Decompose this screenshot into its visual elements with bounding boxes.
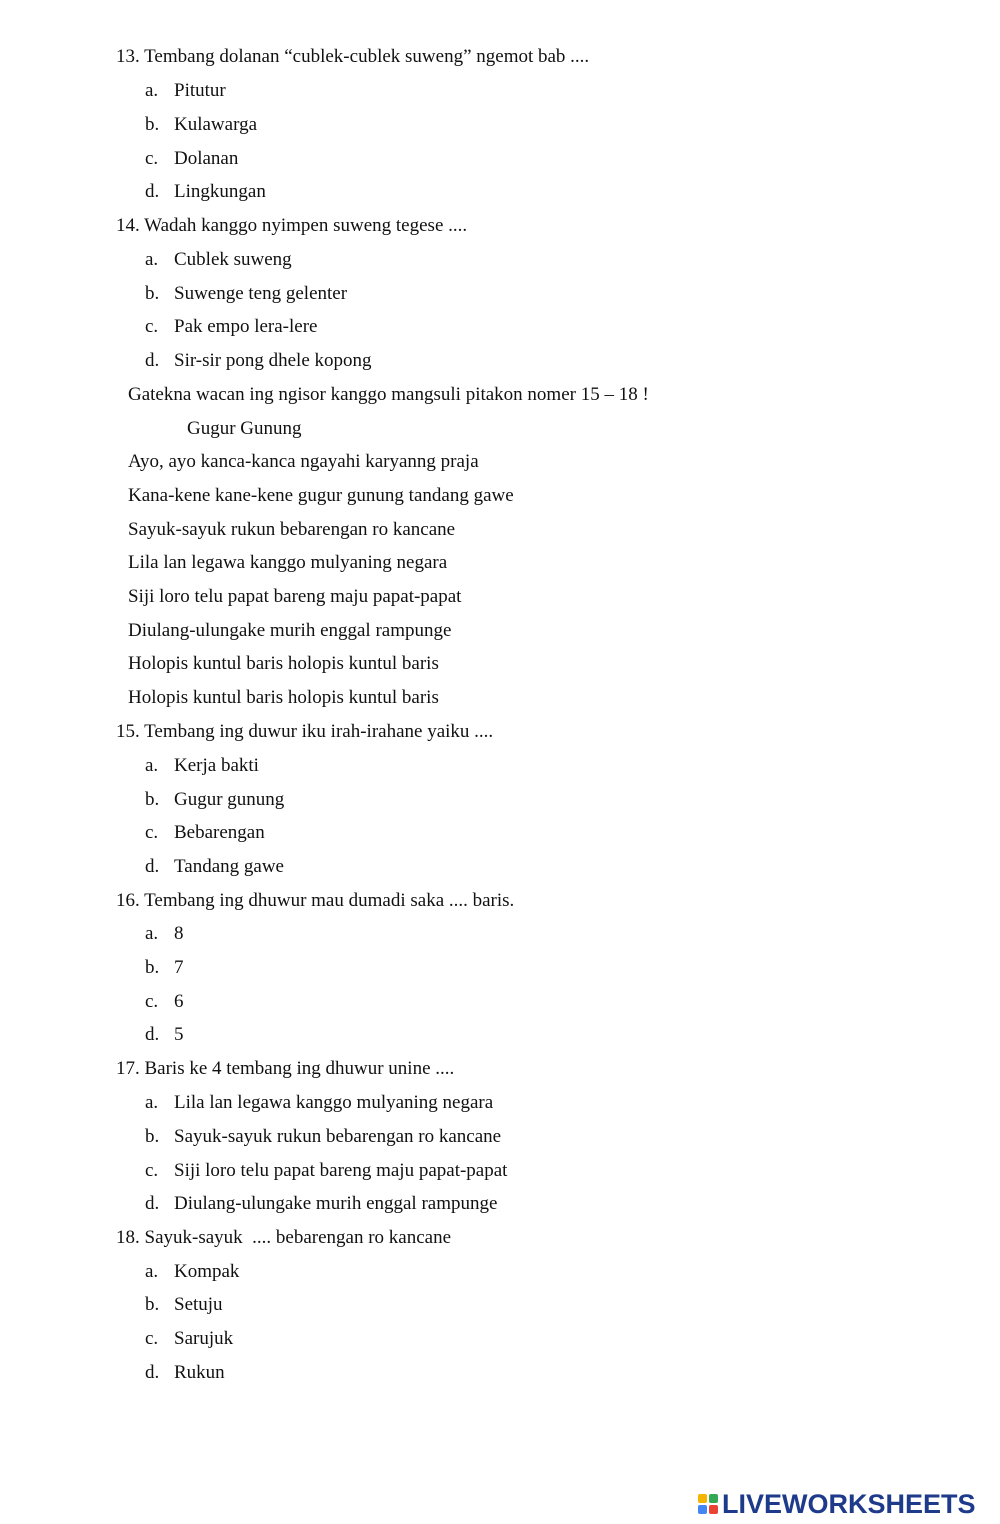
q18-option-c[interactable] (145, 1328, 233, 1350)
q15-option-a[interactable] (145, 755, 259, 777)
q14-option-d[interactable] (145, 350, 372, 372)
option-text: Dolanan (174, 148, 239, 169)
q18-option-a[interactable] (145, 1261, 239, 1283)
option-text: Rukun (174, 1362, 225, 1383)
q15-option-c[interactable] (145, 822, 265, 844)
option-letter: a. (145, 755, 159, 776)
q13-option-a[interactable] (145, 80, 226, 102)
option-letter: b. (145, 789, 160, 810)
option-text: Kulawarga (174, 114, 258, 135)
q15-option-b[interactable] (145, 789, 284, 811)
option-letter: d. (145, 350, 160, 371)
q16-option-b[interactable] (145, 957, 184, 979)
question-13: 13. Tembang dolanan “cublek-cublek suweng” ngemot bab .... (116, 46, 590, 67)
question-16: 16. Tembang ing dhuwur mau dumadi saka .... baris. (116, 890, 515, 911)
option-text: Sir-sir pong dhele kopong (174, 350, 372, 371)
q14-option-c[interactable] (145, 316, 317, 338)
option-letter: b. (145, 114, 160, 135)
passage-line: Ayo, ayo kanca-kanca ngayahi karyanng praja (128, 451, 479, 472)
q17-option-a[interactable] (145, 1092, 493, 1114)
option-letter: d. (145, 1024, 160, 1045)
option-text: Lingkungan (174, 181, 266, 202)
option-text: 8 (174, 923, 184, 944)
q13-option-b[interactable] (145, 114, 257, 136)
passage-instruction: Gatekna wacan ing ngisor kanggo mangsuli pitakon nomer 15 – 18 ! (128, 384, 649, 405)
option-text: Diulang-ulungake murih enggal rampunge (174, 1193, 498, 1214)
option-letter: c. (145, 148, 159, 169)
option-text: Lila lan legawa kanggo mulyaning negara (174, 1092, 494, 1113)
passage-line: Holopis kuntul baris holopis kuntul baris (128, 687, 439, 708)
option-text: Gugur gunung (174, 789, 285, 810)
option-letter: c. (145, 822, 159, 843)
option-letter: c. (145, 991, 159, 1012)
option-text: Kerja bakti (174, 755, 259, 776)
option-text: Kompak (174, 1261, 240, 1282)
option-text: Setuju (174, 1294, 223, 1315)
passage-line: Siji loro telu papat bareng maju papat-papat (128, 586, 462, 607)
option-letter: d. (145, 1362, 160, 1383)
q14-option-a[interactable] (145, 249, 292, 271)
passage-line: Diulang-ulungake murih enggal rampunge (128, 620, 452, 641)
passage-line: Sayuk-sayuk rukun bebarengan ro kancane (128, 519, 456, 540)
option-letter: a. (145, 1261, 159, 1282)
option-letter: b. (145, 957, 160, 978)
question-14: 14. Wadah kanggo nyimpen suweng tegese .... (116, 215, 468, 236)
option-letter: c. (145, 316, 159, 337)
option-letter: a. (145, 249, 159, 270)
option-letter: c. (145, 1328, 159, 1349)
option-letter: c. (145, 1160, 159, 1181)
option-text: 5 (174, 1024, 184, 1045)
q15-option-d[interactable] (145, 856, 284, 878)
q16-option-d[interactable] (145, 1024, 184, 1046)
question-15: 15. Tembang ing duwur iku irah-irahane yaiku .... (116, 721, 494, 742)
question-17: 17. Baris ke 4 tembang ing dhuwur unine .... (116, 1058, 455, 1079)
q16-option-a[interactable] (145, 923, 184, 945)
option-letter: a. (145, 1092, 159, 1113)
logo-text: LIVEWORKSHEETS (722, 1488, 976, 1519)
logo-square-icon (709, 1505, 718, 1514)
passage-title: Gugur Gunung (187, 418, 302, 439)
option-letter: d. (145, 181, 160, 202)
question-18: 18. Sayuk-sayuk .... bebarengan ro kancane (116, 1227, 452, 1248)
passage-line: Lila lan legawa kanggo mulyaning negara (128, 552, 448, 573)
q18-option-b[interactable] (145, 1294, 223, 1316)
option-text: Sarujuk (174, 1328, 234, 1349)
q17-option-b[interactable] (145, 1126, 501, 1148)
q18-option-d[interactable] (145, 1362, 225, 1384)
option-text: Siji loro telu papat bareng maju papat-papat (174, 1160, 508, 1181)
q17-option-c[interactable] (145, 1160, 507, 1182)
logo-square-icon (698, 1505, 707, 1514)
option-letter: b. (145, 283, 160, 304)
option-text: Cublek suweng (174, 249, 292, 270)
option-letter: a. (145, 80, 159, 101)
option-letter: a. (145, 923, 159, 944)
option-text: Suwenge teng gelenter (174, 283, 348, 304)
option-text: Pitutur (174, 80, 226, 101)
liveworksheets-logo-icon (698, 1494, 718, 1514)
logo-square-icon (709, 1494, 718, 1503)
passage-line: Kana-kene kane-kene gugur gunung tandang gawe (128, 485, 514, 506)
passage-line: Holopis kuntul baris holopis kuntul baris (128, 653, 439, 674)
q14-option-b[interactable] (145, 283, 347, 305)
q13-option-c[interactable] (145, 148, 238, 170)
q17-option-d[interactable] (145, 1193, 497, 1215)
liveworksheets-logo[interactable] (698, 1489, 976, 1519)
option-letter: b. (145, 1294, 160, 1315)
q13-option-d[interactable] (145, 181, 266, 203)
option-letter: d. (145, 856, 160, 877)
option-letter: d. (145, 1193, 160, 1214)
option-letter: b. (145, 1126, 160, 1147)
logo-square-icon (698, 1494, 707, 1503)
option-text: 7 (174, 957, 184, 978)
option-text: Bebarengan (174, 822, 265, 843)
option-text: Tandang gawe (174, 856, 284, 877)
option-text: Pak empo lera-lere (174, 316, 318, 337)
q16-option-c[interactable] (145, 991, 184, 1013)
option-text: Sayuk-sayuk rukun bebarengan ro kancane (174, 1126, 502, 1147)
option-text: 6 (174, 991, 184, 1012)
